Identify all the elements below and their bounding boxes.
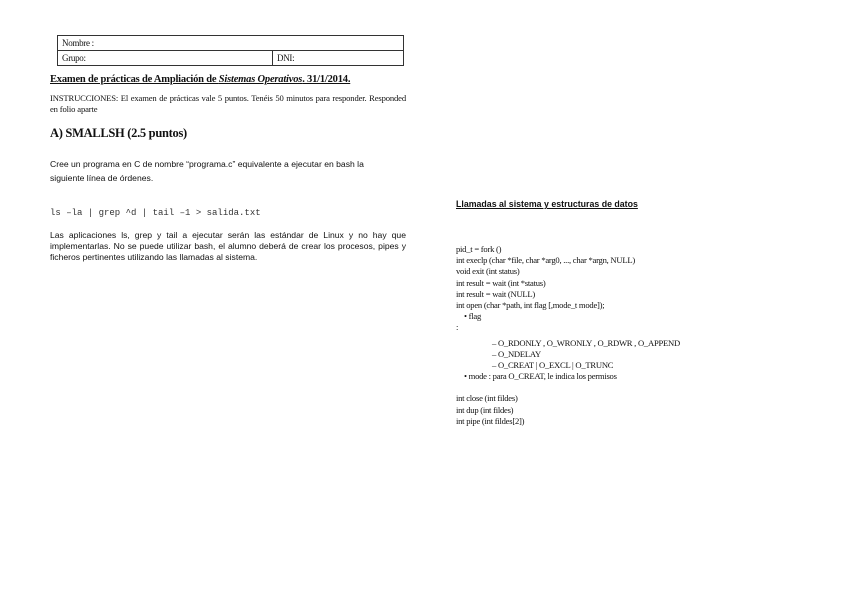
name-label: Nombre : [62,38,94,48]
syscall-line: void exit (int status) [456,266,520,277]
syscall-line: : [456,322,459,333]
flag-option-line: – O_RDONLY , O_WRONLY , O_RDWR , O_APPEND [492,337,680,348]
flag-option-line: – O_NDELAY [492,348,541,359]
command-line: ls –la | grep ^d | tail –1 > salida.txt [50,208,261,218]
syscall-bullet: • mode : para O_CREAT, le indica los permisos [464,371,617,382]
syscall-line: int result = wait (NULL) [456,288,536,299]
section-a-paragraph-2: Las aplicaciones ls, grep y tail a ejecutar serán las estándar de Linux y no hay que implementarlas. No se puede utilizar bash, el alumno deberá de crear los procesos, pipes y ficheros pertinentes utilizando las llamadas al sistema. [50,230,406,262]
syscall-line: int pipe (int fildes[2]) [456,415,525,426]
dni-label: DNI: [277,53,295,63]
syscall-line: int open (char *path, int flag [,mode_t mode]); [456,299,605,310]
instructions-text: INSTRUCCIONES: El examen de prácticas vale 5 puntos. Tenéis 50 minutos para responder. Responded en folio aparte [50,93,406,114]
syscall-line: int dup (int fildes) [456,404,514,415]
flag-option-line: – O_CREAT | O_EXCL | O_TRUNC [492,359,614,370]
student-info-table [57,35,404,66]
syscall-line: int close (int fildes) [456,393,518,404]
exam-title [50,74,350,85]
spacer-line [456,382,680,393]
group-cell [58,51,273,66]
exam-title-italic: Sistemas Operativos [218,74,303,85]
syscall-line: pid_t = fork () [456,244,502,254]
name-cell [58,36,404,51]
exam-title-suffix: . 31/1/2014. [302,74,351,85]
exam-title-prefix: Examen de prácticas de Ampliación de [50,74,219,85]
syscall-line: int execlp (char *file, char *arg0, ..., char *argn, NULL) [456,255,635,266]
syscall-bullet: • flag [464,311,482,322]
syscall-line: int result = wait (int *status) [456,277,546,288]
section-a-paragraph-1: Cree un programa en C de nombre “programa.c” equivalente a ejecutar en bash la siguiente línea de órdenes. [50,159,364,183]
section-a-heading: A) SMALLSH (2.5 puntos) [50,126,187,140]
group-label: Grupo: [62,53,86,63]
dni-cell [273,51,404,66]
reference-title: Llamadas al sistema y estructuras de datos [456,199,638,209]
syscall-reference-list [456,244,680,427]
